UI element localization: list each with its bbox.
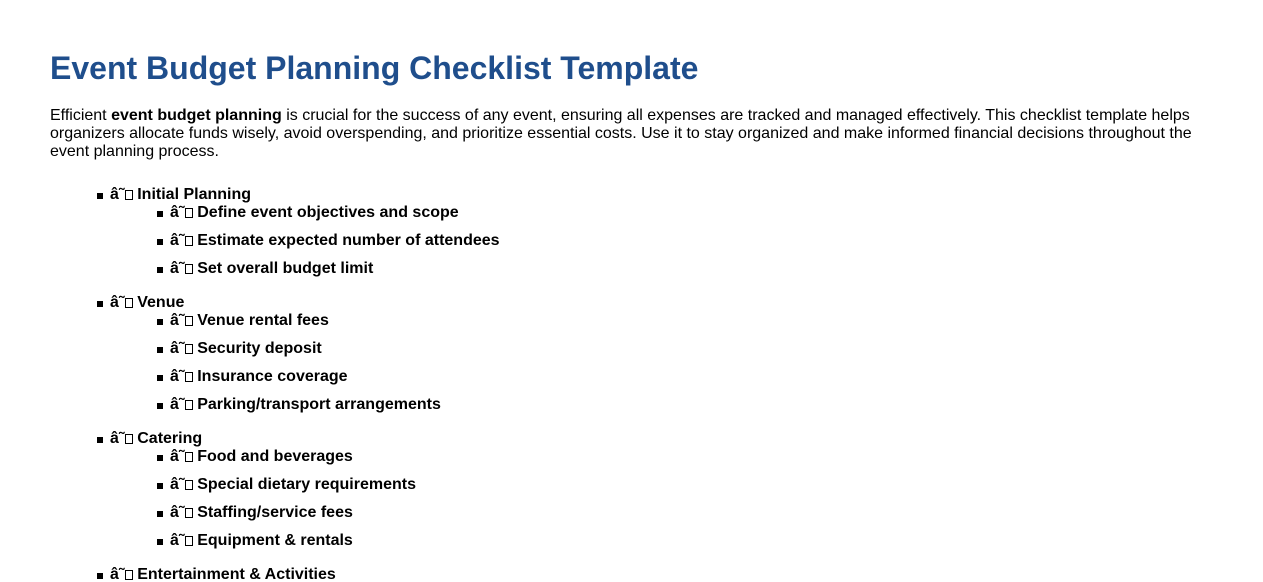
item-label: Food and beverages [197,448,353,465]
square-bullet-icon [97,301,103,307]
empty-box-icon [185,316,193,326]
empty-box-icon [185,480,193,490]
empty-box-icon [185,372,193,382]
checkbox-icon[interactable]: â˜ [110,294,137,311]
checklist-section-venue [110,294,1213,414]
square-bullet-icon [157,239,163,245]
checkbox-icon[interactable]: â˜ [170,340,197,357]
square-bullet-icon [97,573,103,579]
checkbox-icon[interactable]: â˜ [170,232,197,249]
checklist-item [170,232,1213,250]
checklist [50,186,1213,582]
section-items [110,204,1213,278]
section-label: Entertainment & Activities [137,566,336,582]
item-label: Equipment & rentals [197,532,353,549]
checklist-item [170,260,1213,278]
square-bullet-icon [157,211,163,217]
section-label: Venue [137,294,185,311]
checkbox-icon[interactable]: â˜ [170,532,197,549]
checklist-item [170,448,1213,466]
empty-box-icon [185,344,193,354]
checklist-item [170,312,1213,330]
empty-box-icon [125,298,133,308]
item-label: Estimate expected number of attendees [197,232,500,249]
section-items [110,312,1213,414]
square-bullet-icon [157,511,163,517]
checklist-item [170,396,1213,414]
empty-box-icon [185,536,193,546]
empty-box-icon [125,434,133,444]
item-label: Insurance coverage [197,368,348,385]
empty-box-icon [125,570,133,580]
checkbox-icon[interactable]: â˜ [170,312,197,329]
checkbox-icon[interactable]: â˜ [170,448,197,465]
item-label: Define event objectives and scope [197,204,459,221]
page-title: Event Budget Planning Checklist Template [50,50,699,86]
item-label: Parking/transport arrangements [197,396,441,413]
checkbox-icon[interactable]: â˜ [170,204,197,221]
checklist-item [170,532,1213,550]
section-items [110,448,1213,550]
checklist-item [170,476,1213,494]
empty-box-icon [185,508,193,518]
square-bullet-icon [157,483,163,489]
checkbox-icon[interactable]: â˜ [170,260,197,277]
item-label: Set overall budget limit [197,260,374,277]
square-bullet-icon [157,347,163,353]
square-bullet-icon [157,539,163,545]
empty-box-icon [185,400,193,410]
empty-box-icon [125,190,133,200]
square-bullet-icon [157,375,163,381]
empty-box-icon [185,236,193,246]
empty-box-icon [185,264,193,274]
checkbox-icon[interactable]: â˜ [170,504,197,521]
square-bullet-icon [97,437,103,443]
checklist-section-catering [110,430,1213,550]
section-label: Catering [137,430,203,447]
item-label: Venue rental fees [197,312,329,329]
checklist-section-initial-planning [110,186,1213,278]
checkbox-icon[interactable]: â˜ [170,368,197,385]
item-label: Security deposit [197,340,322,357]
section-label: Initial Planning [137,186,252,203]
intro-emphasis: event budget planning [111,107,282,124]
empty-box-icon [185,452,193,462]
square-bullet-icon [157,455,163,461]
empty-box-icon [185,208,193,218]
checkbox-icon[interactable]: â˜ [110,566,137,582]
square-bullet-icon [157,267,163,273]
intro-text-end: is crucial for the success of any event, ensuring all expenses are tracked and managed effectively. This checklist template helps organizers allocate funds wisely, avoid overspending, and prioritize essential costs. Use it to stay organized and make informed financial decisions throughout the event planning process. [50,107,1192,160]
item-label: Staffing/service fees [197,504,353,521]
intro-paragraph [50,107,1210,161]
checklist-item [170,504,1213,522]
intro-text-start: Efficient [50,107,112,124]
checkbox-icon[interactable]: â˜ [110,430,137,447]
checkbox-icon[interactable]: â˜ [110,186,137,203]
square-bullet-icon [157,403,163,409]
checkbox-icon[interactable]: â˜ [170,396,197,413]
checklist-item [170,204,1213,222]
square-bullet-icon [157,319,163,325]
checkbox-icon[interactable]: â˜ [170,476,197,493]
item-label: Special dietary requirements [197,476,416,493]
square-bullet-icon [97,193,103,199]
checklist-item [170,368,1213,386]
checklist-section-entertainment [110,566,1213,582]
checklist-item [170,340,1213,358]
